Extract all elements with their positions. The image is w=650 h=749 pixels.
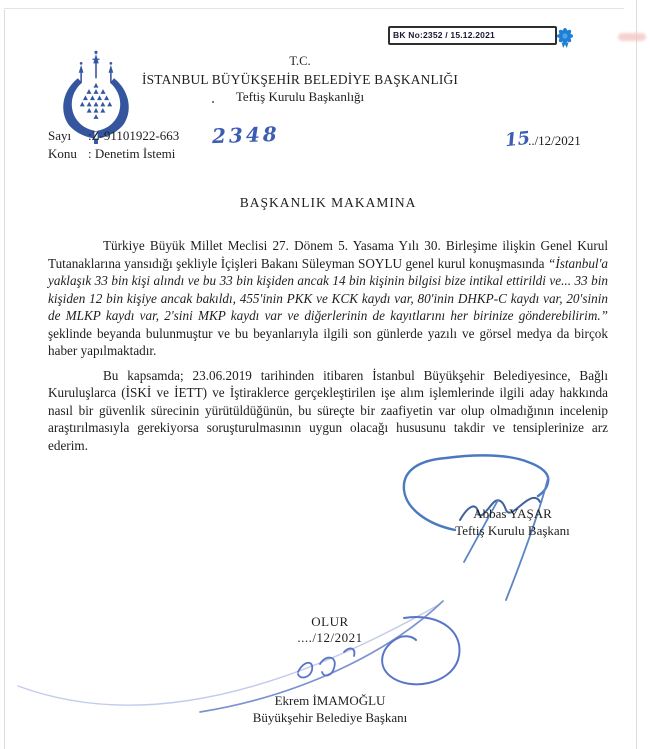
paragraph-1-tail: şeklinde beyanda bulunmuştur ve bu beyanlarıyla ilgili son günlerde yazılı ve görsel medya da birçok haber yapılmaktadır. [48, 325, 608, 358]
department-name: Teftiş Kurulu Başkanlığı [235, 89, 365, 104]
signer-title: Teftiş Kurulu Başkanı [455, 523, 570, 538]
sayi-label: Sayı [48, 128, 72, 143]
signer-name: Ekrem İMAMOĞLU [274, 693, 386, 708]
konu-label: Konu [48, 146, 77, 161]
date-line [505, 129, 581, 150]
letter-body [48, 237, 608, 461]
paragraph-2: Bu kapsamda; 23.06.2019 tarihinden itibaren İstanbul Büyükşehir Belediyesince, Bağlı Kuruluşlarca (İSKİ ve İETT) ve İştiraklerce gerçekleştirilen işe alım işlemlerinde ilgili aday hakkında nasıl bir güvenlik sürecinin yürütüldüğünün, bu süreçte bir zaafiyetin var olup olmadığının incelenip araştırılmasıyla gerekiyorsa soruşturulmasının uygun olacağı hususunu takdir ve tensiplerinize arz ederim. [48, 367, 608, 453]
letter-title: BAŞKANLIK MAKAMINA [239, 195, 417, 210]
registry-stamp-box: BK No:2352 / 15.12.2021 [388, 26, 557, 45]
olur-label: OLUR [311, 614, 349, 629]
paragraph-1 [48, 237, 608, 360]
handwritten-day: 15 [503, 127, 532, 152]
sayi-value: :Z-91101922-663 [88, 128, 180, 143]
signer-name: Abbas YAŞAR [473, 506, 552, 521]
organization-name: İSTANBUL BÜYÜKŞEHİR BELEDİYE BAŞKANLIĞI [141, 72, 459, 87]
blue-rosette-seal-icon [555, 28, 575, 50]
sayi-row [48, 127, 179, 145]
republic-label: T.C. [289, 54, 311, 68]
document-meta [48, 127, 179, 163]
letterhead [80, 54, 520, 105]
inspector-signature-block [420, 505, 605, 539]
signer-title: Büyükşehir Belediye Başkanı [252, 710, 408, 725]
pink-watermark-smudge [618, 33, 646, 41]
olur-date: ..../12/2021 [297, 630, 363, 645]
handwritten-document-number: 2348 [211, 121, 281, 149]
paragraph-1-lead: Türkiye Büyük Millet Meclisi 27. Dönem 5. Yasama Yılı 30. Birleşime ilişkin Genel Kurul Tutanaklarına yansıdığı şekliyle İçişleri Bakanı Süleyman SOYLU genel kurul konuşmasında [48, 238, 608, 271]
mayor-signature-block [210, 692, 450, 726]
konu-value: : Denetim İstemi [88, 146, 176, 161]
konu-row [48, 145, 179, 163]
stray-scan-mark [212, 101, 214, 103]
printed-date: ../12/2021 [528, 133, 581, 148]
page-edge-top [4, 8, 624, 9]
paragraph-1-quote: “İstanbul'a yaklaşık 33 bin kişi alındı ve bu 33 bin kişiden ancak 14 bin kişinin bilgisi bize intikal ettirildi ve... 33 bin kişiden 12 bin kişiye ancak bakıldı, 455'inin PKK ve KCK kaydı var, 80'inin DHKP-C kaydı var, 20'sinin de MLKP kaydı var, 2'sini MKP kaydı var ve diğerlerinin de kayıtlarını her birinize gönderebilirim.” [48, 255, 608, 323]
